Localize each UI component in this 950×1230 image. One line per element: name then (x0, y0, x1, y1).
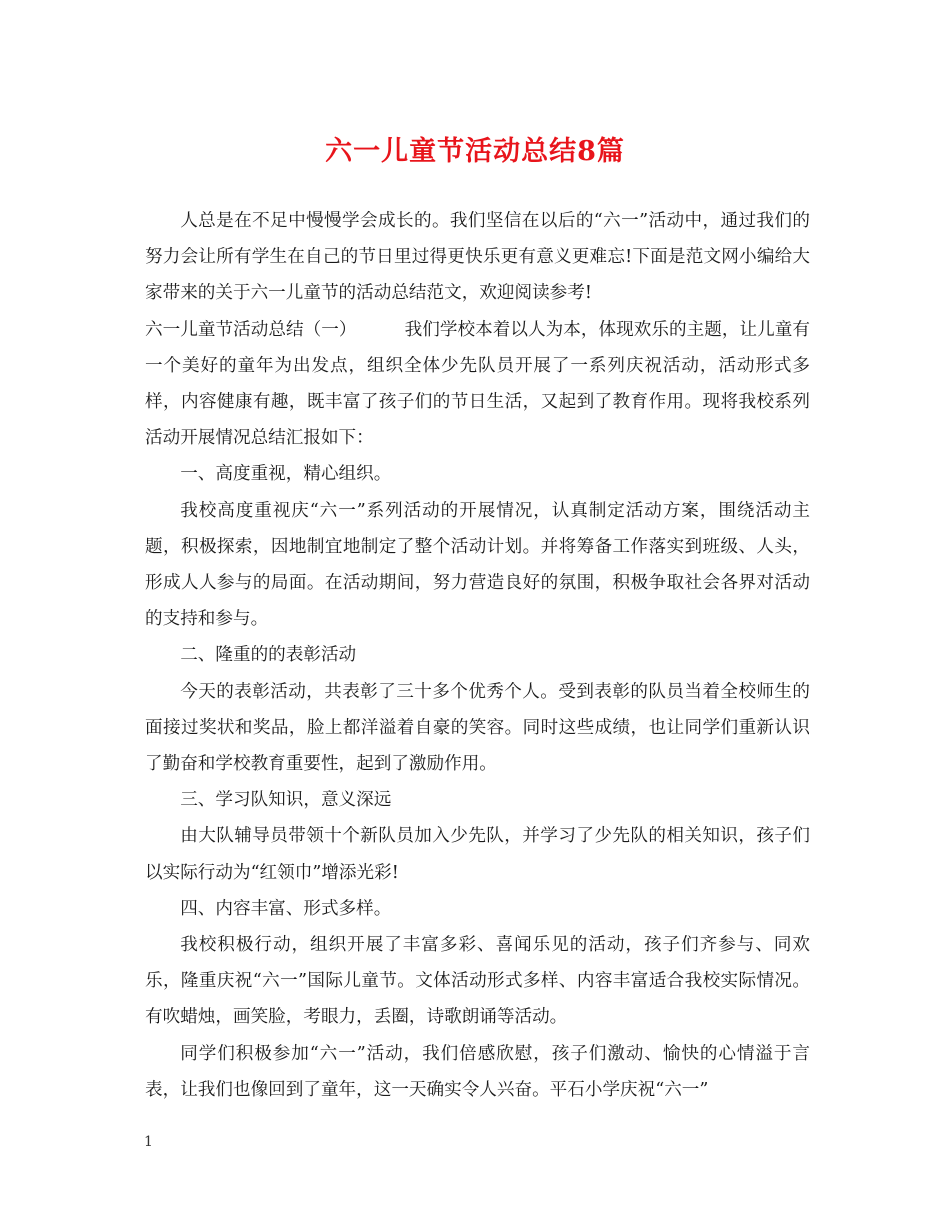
point-4-heading: 四、内容丰富、形式多样。 (180, 898, 392, 919)
section-1-paragraph (145, 312, 810, 457)
point-3-text: 由大队辅导员带领十个新队员加入少先队，并学习了少先队的相关知识，孩子们以实际行动为“红领巾”增添光彩! (145, 826, 810, 883)
section-1-heading: 六一儿童节活动总结（一） (145, 319, 357, 340)
section-1-lead: 我们学校本着以人为本，体现欢乐的主题，让儿童有一个美好的童年为出发点，组织全体少先队员开展了一系列庆祝活动，活动形式多样，内容健康有趣，既丰富了孩子们的节日生活，又起到了教育作用。现将我校系列活动开展情况总结汇报如下： (145, 319, 810, 449)
point-2-text: 今天的表彰活动，共表彰了三十多个优秀个人。受到表彰的队员当着全校师生的面接过奖状和奖品，脸上都洋溢着自豪的笑容。同时这些成绩，也让同学们重新认识了勤奋和学校教育重要性，起到了激励作用。 (145, 681, 810, 775)
page-number: 1 (144, 1134, 153, 1150)
intro-paragraph: 人总是在不足中慢慢学会成长的。我们坚信在以后的“六一”活动中，通过我们的努力会让所有学生在自己的节日里过得更快乐更有意义更难忘!下面是范文网小编给大家带来的关于六一儿童节的活动总结范文，欢迎阅读参考! (145, 211, 810, 304)
document-title: 六一儿童节活动总结8篇 (325, 136, 625, 167)
document-body (145, 203, 810, 1108)
point-1-heading: 一、高度重视，精心组织。 (180, 464, 392, 485)
closing-paragraph: 同学们积极参加“六一”活动，我们倍感欣慰，孩子们激动、愉快的心情溢于言表，让我们也像回到了童年，这一天确实令人兴奋。平石小学庆祝“六一” (145, 1043, 810, 1100)
point-3-heading: 三、学习队知识，意义深远 (180, 790, 392, 811)
point-2-heading: 二、隆重的的表彰活动 (180, 645, 357, 666)
point-1-text: 我校高度重视庆“六一”系列活动的开展情况，认真制定活动方案，围绕活动主题，积极探索，因地制宜地制定了整个活动计划。并将筹备工作落实到班级、人头，形成人人参与的局面。在活动期间，努力营造良好的氛围，积极争取社会各界对活动的支持和参与。 (145, 500, 810, 630)
point-4-text: 我校积极行动，组织开展了丰富多彩、喜闻乐见的活动，孩子们齐参与、同欢乐，隆重庆祝“六一”国际儿童节。文体活动形式多样、内容丰富适合我校实际情况。有吹蜡烛，画笑脸，考眼力，丢圈，诗歌朗诵等活动。 (145, 935, 810, 1028)
